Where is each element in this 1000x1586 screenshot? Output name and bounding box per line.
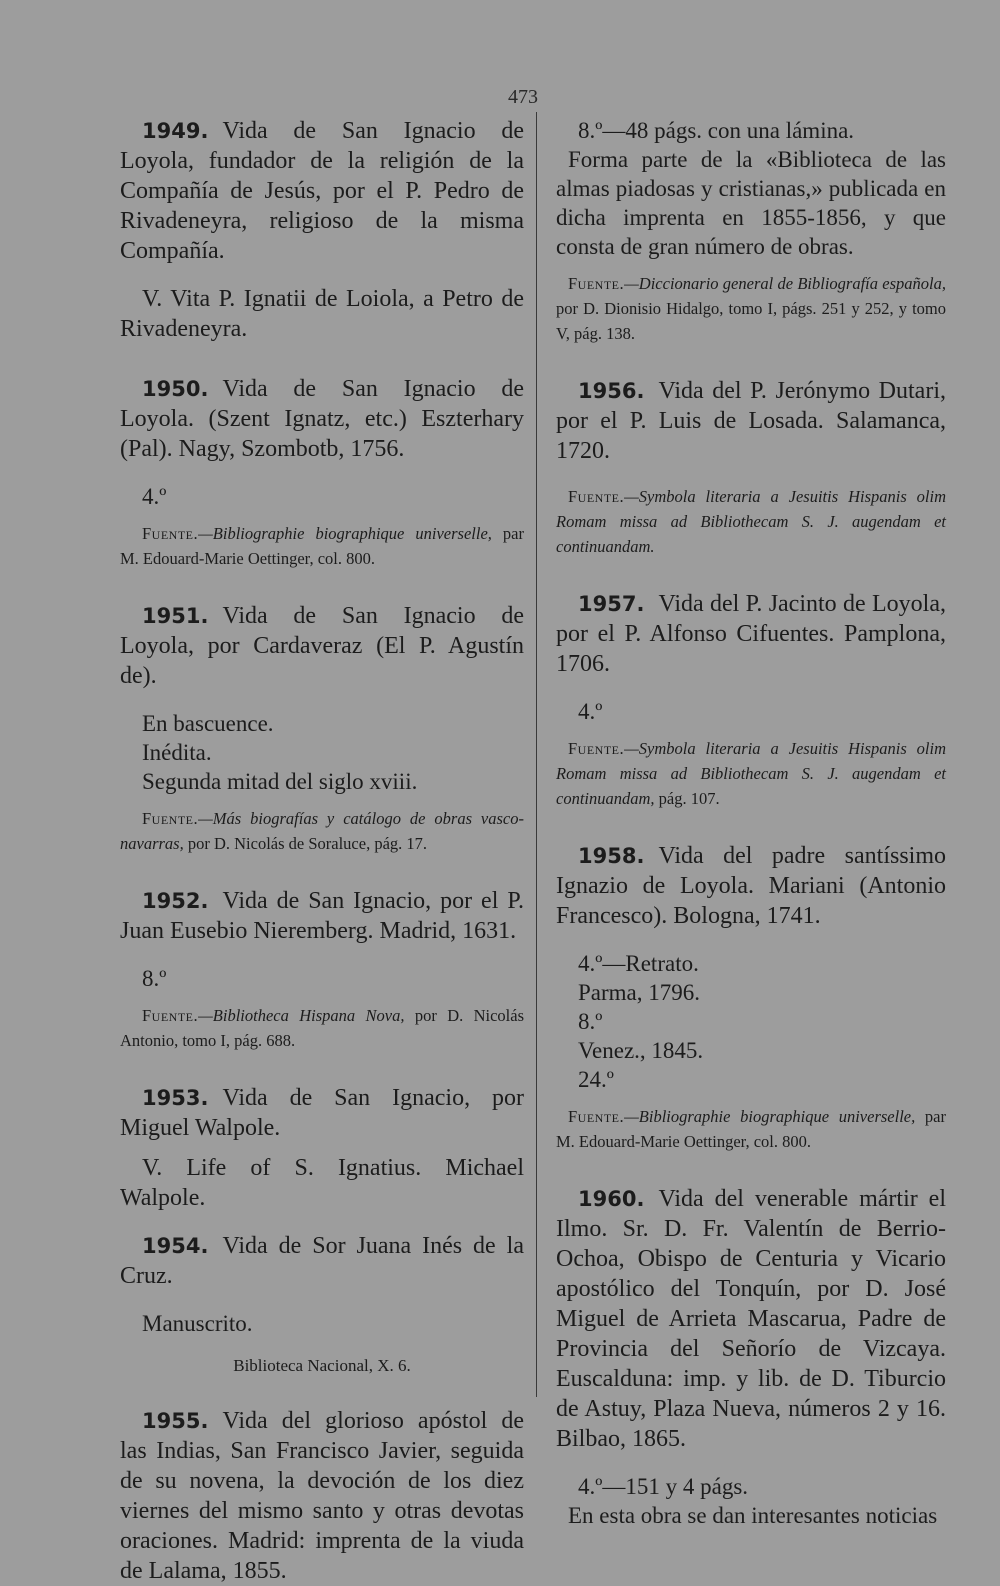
entry-number: 1949. xyxy=(142,119,209,143)
entry-1952 xyxy=(120,886,524,1053)
entry-source: Fuente.—Más biografías y catálogo de obras vasco-navarras, por D. Nicolás de Soraluce, pág. 17. xyxy=(120,809,524,853)
entry-source: Fuente.—Bibliographie biographique universelle, par M. Edouard-Marie Oettinger, col. 800. xyxy=(556,1107,946,1151)
entry-status: Inédita. xyxy=(142,740,212,765)
entry-number: 1951. xyxy=(142,604,209,628)
entry-text: Vida del P. Jacinto de Loyola, por el P. Alfonso Cifuentes. Pamplona, 1706. xyxy=(556,591,946,677)
entry-format: 4.º—151 y 4 págs. xyxy=(578,1474,749,1499)
entry-text: Vida de San Ignacio de Loyola, fundador de la religión de la Compañía de Jesús, por el P. Pedro de Rivadeneyra, religioso de la misma Compañía. xyxy=(120,118,524,264)
entry-number: 1955. xyxy=(142,1409,209,1433)
entry-note: V. Vita P. Ignatii de Loiola, a Petro de Rivadeneyra. xyxy=(120,286,524,342)
entry-1955-continued xyxy=(556,116,946,346)
entry-format: 24.º xyxy=(578,1067,614,1092)
entry-source: Fuente.—Symbola literaria a Jesuitis Hispanis olim Romam missa ad Bibliothecam S. J. augendam et continuandam. xyxy=(556,487,946,556)
entry-format: 8.º—48 págs. con una lámina. xyxy=(578,118,855,143)
entry-text: Vida de San Ignacio de Loyola, por Cardaveraz (El P. Agustín de). xyxy=(120,603,524,689)
entry-text: Vida de San Ignacio, por el P. Juan Eusebio Nieremberg. Madrid, 1631. xyxy=(120,888,524,944)
entry-text: Vida de San Ignacio, por Miguel Walpole. xyxy=(120,1085,524,1141)
entry-number: 1958. xyxy=(578,844,645,868)
entry-note: V. Life of S. Ignatius. Michael Walpole. xyxy=(120,1155,524,1211)
left-column xyxy=(120,116,524,1586)
entry-text: Vida de Sor Juana Inés de la Cruz. xyxy=(120,1233,524,1289)
entry-1954 xyxy=(120,1231,524,1376)
entry-1957 xyxy=(556,589,946,811)
entry-format: 8.º xyxy=(578,1009,603,1034)
entry-format: 4.º xyxy=(142,484,167,509)
entry-text: Vida del padre santíssimo Ignazio de Loyola. Mariani (Antonio Francesco). Bologna, 1741. xyxy=(556,843,946,929)
entry-format: 4.º xyxy=(578,699,603,724)
page-number: 473 xyxy=(508,86,538,108)
entry-format: 4.º—Retrato. xyxy=(578,951,699,976)
entry-source: Fuente.—Bibliotheca Hispana Nova, por D. Nicolás Antonio, tomo I, pág. 688. xyxy=(120,1006,524,1050)
entry-description: Forma parte de la «Biblioteca de las almas piadosas y cristianas,» publicada en dicha imprenta en 1855-1856, y que consta de gran número de obras. xyxy=(556,147,946,259)
entry-text: Vida de San Ignacio de Loyola. (Szent Ignatz, etc.) Eszterhary (Pal). Nagy, Szombotb, 1756. xyxy=(120,376,524,462)
entry-source: Fuente.—Bibliographie biographique universelle, par M. Edouard-Marie Oettinger, col. 800. xyxy=(120,524,524,568)
entry-1960 xyxy=(556,1184,946,1530)
entry-number: 1960. xyxy=(578,1187,645,1211)
entry-text: Vida del venerable mártir el Ilmo. Sr. D. Fr. Valentín de Berrio-Ochoa, Obispo de Centuria y Vicario apostólico del Tonquín, por D. José Miguel de Arrieta Mascarua, Padre de Provincia del Señorío de Vizcaya. Euscalduna: imp. y lib. de D. Tiburcio de Astuy, Plaza Nueva, números 2 y 16. Bilbao, 1865. xyxy=(556,1186,946,1452)
entry-1953 xyxy=(120,1083,524,1213)
entry-1955 xyxy=(120,1406,524,1586)
column-divider xyxy=(536,112,537,1397)
entry-1949 xyxy=(120,116,524,344)
entry-format: 8.º xyxy=(142,966,167,991)
entry-description: En esta obra se dan interesantes noticias xyxy=(568,1503,938,1528)
entry-1951 xyxy=(120,601,524,856)
entry-1950 xyxy=(120,374,524,571)
entry-text: Vida del P. Jerónymo Dutari, por el P. Luis de Losada. Salamanca, 1720. xyxy=(556,378,946,464)
entry-type: Manuscrito. xyxy=(142,1311,253,1336)
entry-language: En bascuence. xyxy=(142,711,274,736)
entry-edition: Parma, 1796. xyxy=(578,980,701,1005)
entry-number: 1956. xyxy=(578,379,645,403)
entry-edition: Venez., 1845. xyxy=(578,1038,704,1063)
entry-location: Biblioteca Nacional, X. 6. xyxy=(233,1356,411,1375)
entry-1956 xyxy=(556,376,946,559)
entry-text: Vida del glorioso apóstol de las Indias, San Francisco Javier, seguida de su novena, la devoción de los diez viernes del mismo santo y otras devotas oraciones. Madrid: imprenta de la viuda de Lalama, 1855. xyxy=(120,1408,524,1584)
entry-number: 1953. xyxy=(142,1086,209,1110)
entry-number: 1950. xyxy=(142,377,209,401)
entry-period: Segunda mitad del siglo xviii. xyxy=(142,769,418,794)
entry-1958 xyxy=(556,841,946,1154)
entry-number: 1952. xyxy=(142,889,209,913)
entry-number: 1954. xyxy=(142,1234,209,1258)
right-column xyxy=(556,116,946,1530)
entry-source: Fuente.—Diccionario general de Bibliografía española, por D. Dionisio Hidalgo, tomo I, págs. 251 y 252, y tomo V, pág. 138. xyxy=(556,274,946,343)
entry-source: Fuente.—Symbola literaria a Jesuitis Hispanis olim Romam missa ad Bibliothecam S. J. augendam et continuandam, pág. 107. xyxy=(556,739,946,808)
entry-number: 1957. xyxy=(578,592,645,616)
